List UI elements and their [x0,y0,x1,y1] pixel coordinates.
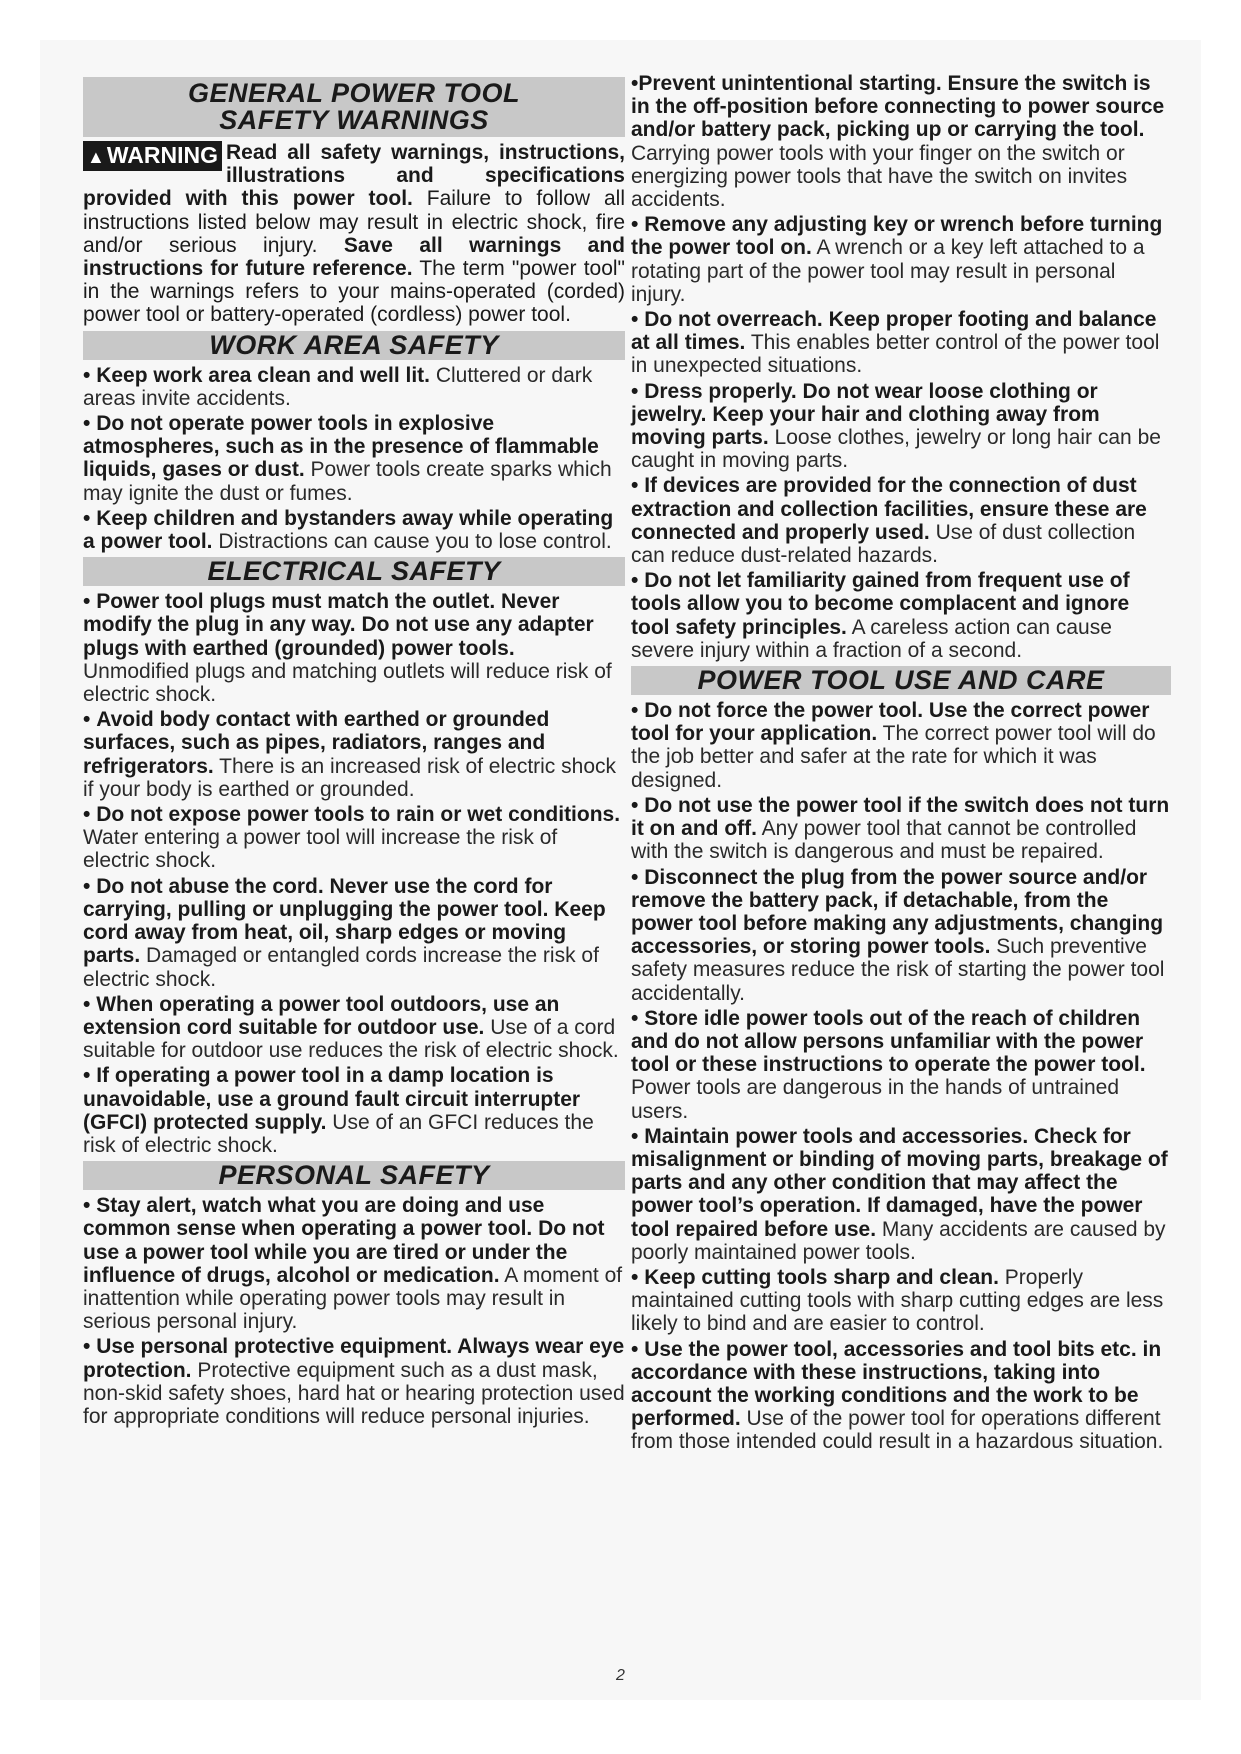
list-item: • Do not let familiarity gained from frequent use of tools allow you to become complacent and ignore tool safety principles. A careless action can cause severe injury within a fraction of a second. [631,569,1130,662]
warning-intro [83,141,625,327]
list-item: • Remove any adjusting key or wrench before turning the power tool on. A wrench or a key left attached to a rotating part of the power tool may result in personal injury. [631,213,1163,306]
intro-bold-2: Save all warnings and instructions for future reference. [83,233,625,281]
warning-badge-label: WARNING [106,142,218,168]
list-item: • Do not force the power tool. Use the correct power tool for your application. The correct power tool will do the job better and safer at the rate for which it was designed. [631,699,1156,792]
personal-continued-list [631,72,1171,662]
page-number: 2 [616,1667,625,1684]
intro-bold-1: Read all safety warnings, instructions, illustrations and specifications provided with this power tool. [83,141,625,211]
list-item: • Do not operate power tools in explosive atmospheres, such as in the presence of flammable liquids, gases or dust. Power tools create sparks which may ignite the dust or fumes. [83,412,612,505]
intro-normal-2: The term "power tool" in the warnings refers to your mains-operated (corded) power tool or battery-operated (cordless) power tool. [83,257,626,327]
electrical-list [83,590,625,1157]
list-item: • Use the power tool, accessories and tool bits etc. in accordance with these instructions, taking into account the working conditions and the work to be performed. Use of the power tool for operations different from those intended could result in a hazardous situation. [631,1337,1164,1454]
section-banner-work-area: WORK AREA SAFETY [83,331,625,360]
list-item: • Avoid body contact with earthed or grounded surfaces, such as pipes, radiators, ranges and refrigerators. There is an increased risk of electric shock if your body is earthed or grounded. [83,708,616,801]
list-item: • Do not overreach. Keep proper footing and balance at all times. This enables better control of the power tool in unexpected situations. [631,308,1160,378]
list-item: • Do not use the power tool if the switch does not turn it on and off. Any power tool that cannot be controlled with the switch is dangerous and must be repaired. [631,793,1170,864]
list-item: • Store idle power tools out of the reach of children and do not allow persons unfamiliar with the power tool or these instructions to operate the power tool. Power tools are dangerous in the hands of untrained users. [631,1006,1146,1123]
right-column [631,72,1171,1456]
section-banner-use-care: POWER TOOL USE AND CARE [631,666,1171,695]
list-item: • Keep work area clean and well lit. Cluttered or dark areas invite accidents. [83,363,593,410]
left-column [83,73,625,1430]
list-item: • Stay alert, watch what you are doing and use common sense when operating a power tool. Do not use a power tool while you are tired or under the influence of drugs, alcohol or medication. A moment of inattention while operating power tools may result in serious personal injury. [83,1194,623,1334]
list-item: • Power tool plugs must match the outlet. Never modify the plug in any way. Do not use any adapter plugs with earthed (grounded) power tools. Unmodified plugs and matching outlets will reduce risk of electric shock. [83,590,612,707]
intro-normal-1: Failure to follow all instructions listed below may result in electric shock, fire and/or serious injury. [83,187,625,257]
section-banner-personal: PERSONAL SAFETY [83,1161,625,1190]
personal-list [83,1194,625,1428]
list-item: • Dress properly. Do not wear loose clothing or jewelry. Keep your hair and clothing away from moving parts. Loose clothes, jewelry or long hair can be caught in moving parts. [631,379,1161,473]
list-item: •Prevent unintentional starting. Ensure the switch is in the off-position before connecting to power source and/or battery pack, picking up or carrying the tool. Carrying power tools with your finger on the switch or energizing power tools that have the switch on invites accidents. [631,72,1165,212]
general-title-line-2: SAFETY WARNINGS [219,105,489,135]
list-item: • Do not abuse the cord. Never use the cord for carrying, pulling or unplugging the power tool. Keep cord away from heat, oil, sharp edges or moving parts. Damaged or entangled cords increase the risk of electric shock. [83,874,606,991]
list-item: • When operating a power tool outdoors, use an extension cord suitable for outdoor use. Use of a cord suitable for outdoor use reduces the risk of electric shock. [83,992,619,1063]
list-item: • Keep cutting tools sharp and clean. Properly maintained cutting tools with sharp cutting edges are less likely to bind and are easier to control. [631,1265,1164,1336]
warning-badge [83,141,222,171]
list-item: • Disconnect the plug from the power source and/or remove the battery pack, if detachable, from the power tool before making any adjustments, changing accessories, or storing power tools. Such preventive safety measures reduce the risk of starting the power tool accidentally. [631,865,1165,1005]
list-item: • If devices are provided for the connection of dust extraction and collection facilities, ensure these are connected and properly used. Use of dust collection can reduce dust-related hazards. [631,474,1147,568]
work-area-list [83,364,625,554]
list-item: • Use personal protective equipment. Always wear eye protection. Protective equipment such as a dust mask, non-skid safety shoes, hard hat or hearing protection used for appropriate conditions will reduce personal injuries. [83,1335,625,1428]
list-item: • If operating a power tool in a damp location is unavoidable, use a ground fault circuit interrupter (GFCI) protected supply. Use of an GFCI reduces the risk of electric shock. [83,1064,594,1157]
general-title-line-1: GENERAL POWER TOOL [187,78,521,108]
list-item: • Do not expose power tools to rain or wet conditions. Water entering a power tool will increase the risk of electric shock. [83,803,621,873]
warning-triangle-icon: ▲ [87,147,105,167]
section-banner-general [83,77,625,137]
section-banner-electrical: ELECTRICAL SAFETY [83,557,625,586]
list-item: • Keep children and bystanders away while operating a power tool. Distractions can cause you to lose control. [83,506,614,554]
use-care-list [631,699,1171,1454]
list-item: • Maintain power tools and accessories. Check for misalignment or binding of moving parts, breakage of parts and any other condition that may affect the power tool’s operation. If damaged, have the power tool repaired before use. Many accidents are caused by poorly maintained power tools. [631,1124,1168,1264]
